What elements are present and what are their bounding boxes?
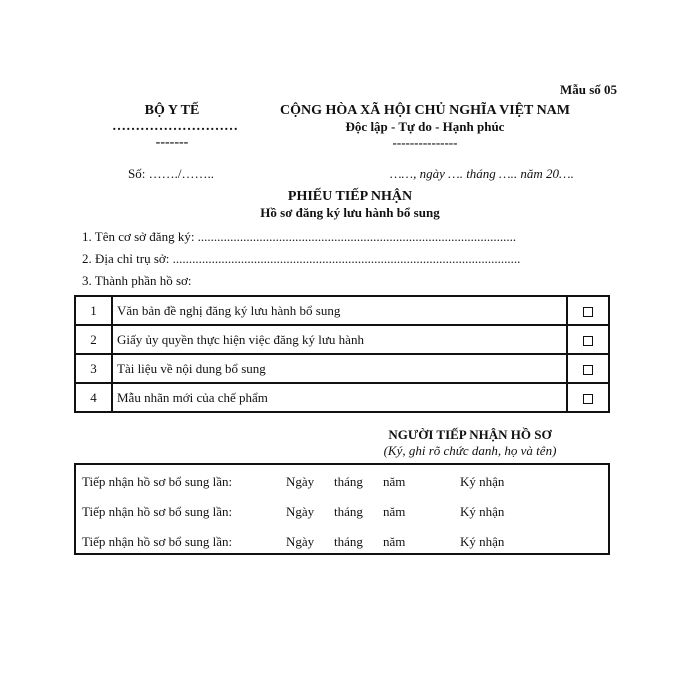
address-field: 2. Địa chỉ trụ sở: ........................................................................................................... xyxy=(82,251,521,266)
receipt-month: tháng xyxy=(334,504,363,519)
receiver-note: (Ký, ghi rõ chức danh, họ và tên) xyxy=(383,443,557,458)
table-row xyxy=(75,325,609,354)
checkbox[interactable] xyxy=(583,365,593,375)
receipt-label: Tiếp nhận hồ sơ bổ sung lần: xyxy=(82,534,233,549)
table-row xyxy=(75,354,609,383)
motto: Độc lập - Tự do - Hạnh phúc xyxy=(345,119,505,134)
row-number: 2 xyxy=(75,325,112,354)
document-name: Tài liệu về nội dung bổ sung xyxy=(112,354,567,383)
header-left xyxy=(112,103,238,151)
components-label: 3. Thành phần hồ sơ: xyxy=(82,273,192,288)
checkbox-cell xyxy=(567,325,609,354)
document-name: Giấy ủy quyền thực hiện việc đăng ký lưu hành xyxy=(112,325,567,354)
receipt-month: tháng xyxy=(334,474,363,489)
table-row xyxy=(75,296,609,325)
checkbox-cell xyxy=(567,296,609,325)
receipt-day: Ngày xyxy=(286,504,315,519)
title-block xyxy=(200,189,500,221)
checkbox[interactable] xyxy=(583,307,593,317)
receipt-sign: Ký nhận xyxy=(460,534,505,549)
checkbox-cell xyxy=(567,354,609,383)
form-title: PHIẾU TIẾP NHẬN xyxy=(287,189,413,204)
receipt-year: năm xyxy=(383,474,406,489)
checkbox[interactable] xyxy=(583,336,593,346)
row-number: 3 xyxy=(75,354,112,383)
checkbox-cell xyxy=(567,383,609,412)
receipt-day: Ngày xyxy=(286,474,315,489)
right-divider: --------------- xyxy=(392,135,458,150)
receipt-sign: Ký nhận xyxy=(460,504,505,519)
receipt-day: Ngày xyxy=(286,534,315,549)
receipt-year: năm xyxy=(383,504,406,519)
receipt-year: năm xyxy=(383,534,406,549)
table-row xyxy=(75,383,609,412)
facility-name-field: 1. Tên cơ sở đăng ký: .................................................................................................. xyxy=(82,229,517,244)
receipt-label: Tiếp nhận hồ sơ bổ sung lần: xyxy=(82,474,233,489)
row-number: 4 xyxy=(75,383,112,412)
ministry-name: BỘ Y TẾ xyxy=(144,103,200,118)
country-name: CỘNG HÒA XÃ HỘI CHỦ NGHĨA VIỆT NAM xyxy=(279,103,570,118)
documents-table xyxy=(74,295,610,413)
receipt-label: Tiếp nhận hồ sơ bổ sung lần: xyxy=(82,504,233,519)
receipt-row xyxy=(82,474,602,490)
receipt-table xyxy=(74,463,610,555)
receipt-month: tháng xyxy=(334,534,363,549)
form-subtitle: Hồ sơ đăng ký lưu hành bổ sung xyxy=(260,205,440,220)
receipt-row xyxy=(82,534,602,550)
row-number: 1 xyxy=(75,296,112,325)
receiver-title: NGƯỜI TIẾP NHẬN HỒ SƠ xyxy=(388,427,552,442)
unit-dots: ……………………… xyxy=(112,119,238,134)
document-name: Mẫu nhãn mới của chế phẩm xyxy=(112,383,567,412)
date-line: ……, ngày …. tháng ….. năm 20…. xyxy=(390,166,574,181)
left-divider: ------- xyxy=(155,135,189,150)
receipt-row xyxy=(82,504,602,520)
header-right xyxy=(275,103,575,151)
document-number-line: Số: ……./…….. xyxy=(128,166,214,181)
checkbox[interactable] xyxy=(583,394,593,404)
form-number: Mẫu số 05 xyxy=(559,82,617,97)
receiver-block xyxy=(350,427,590,459)
document-name: Văn bản đề nghị đăng ký lưu hành bổ sung xyxy=(112,296,567,325)
receipt-sign: Ký nhận xyxy=(460,474,505,489)
